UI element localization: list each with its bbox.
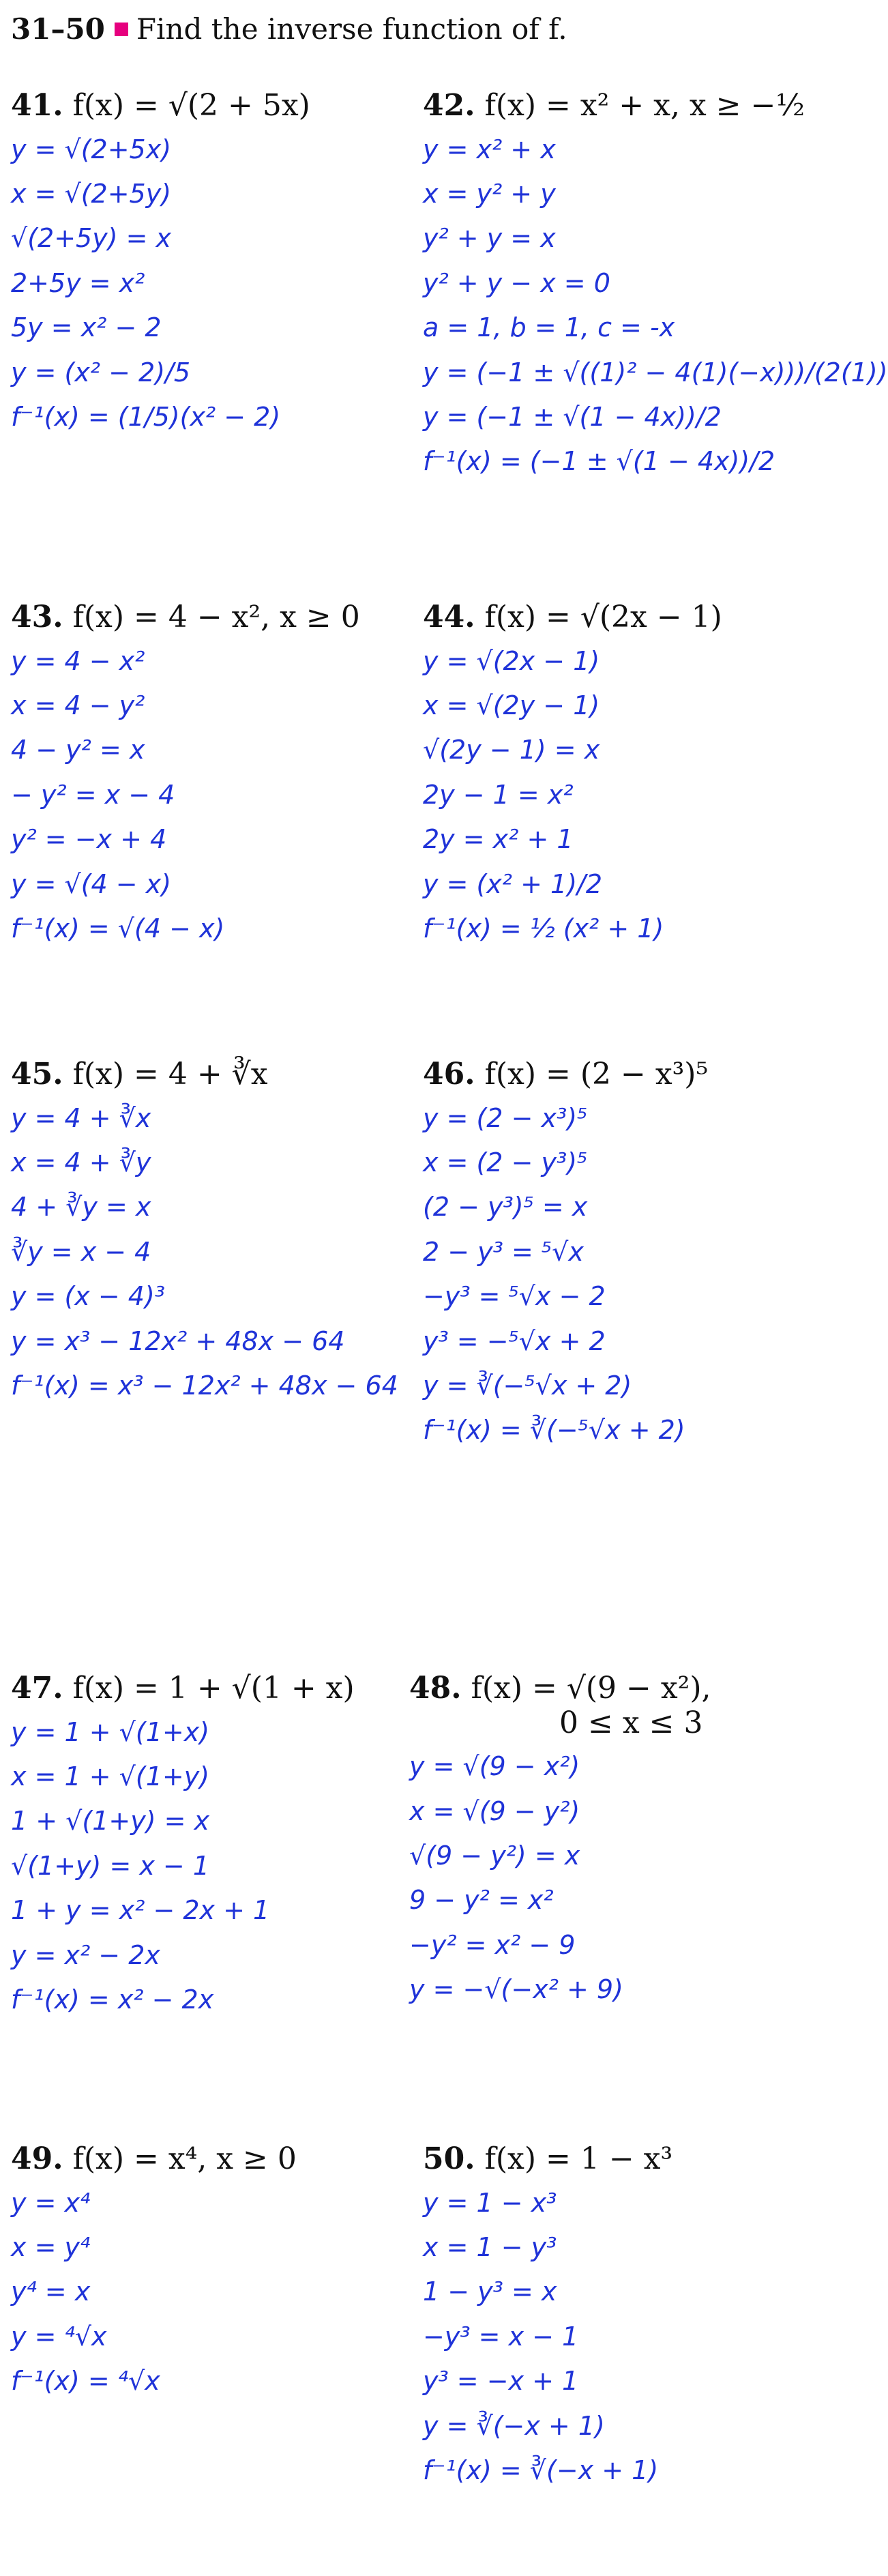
solution-step: 1 + √(1+y) = x bbox=[11, 1806, 210, 1836]
solution-step: y² = −x + 4 bbox=[11, 824, 167, 855]
solution-step: f⁻¹(x) = x² − 2x bbox=[11, 1984, 214, 2015]
function-definition: f(x) = 4 + ∛x bbox=[72, 1057, 268, 1092]
solution-step: y = 1 + √(1+x) bbox=[11, 1716, 210, 1747]
problem-41 bbox=[11, 89, 406, 445]
solution-step: y = √(2x − 1) bbox=[423, 645, 600, 676]
solution-step: f⁻¹(x) = √(4 − x) bbox=[11, 913, 225, 943]
solution-step: y² + y = x bbox=[423, 223, 556, 254]
solution-step: y = x³ − 12x² + 48x − 64 bbox=[11, 1326, 345, 1356]
solution-step: x = √(2y − 1) bbox=[423, 690, 600, 720]
problem-number: 49. bbox=[11, 2141, 63, 2176]
problem-42 bbox=[423, 88, 888, 490]
problem-44 bbox=[423, 600, 818, 956]
solution-step: y = x² − 2x bbox=[11, 1940, 160, 1970]
function-definition: f(x) = x² + x, x ≥ −½ bbox=[484, 88, 805, 123]
function-definition: f(x) = 1 + √(1 + x) bbox=[72, 1671, 355, 1706]
solution-step: 2y = x² + 1 bbox=[423, 824, 574, 855]
domain-restriction: 0 ≤ x ≤ 3 bbox=[559, 1705, 703, 1740]
solution-step: 2y − 1 = x² bbox=[423, 779, 574, 810]
solution-step: x = √(2+5y) bbox=[11, 178, 172, 209]
instruction-text: Find the inverse function of f. bbox=[136, 12, 567, 46]
problem-46 bbox=[423, 1057, 818, 1459]
problem-number: 45. bbox=[11, 1057, 63, 1092]
problem-47 bbox=[11, 1671, 406, 2028]
function-definition: f(x) = 4 − x², x ≥ 0 bbox=[72, 600, 360, 634]
problem-statement bbox=[11, 1671, 406, 1706]
function-definition: f(x) = (2 − x³)⁵ bbox=[484, 1057, 709, 1092]
solution-step: 4 + ∛y = x bbox=[11, 1192, 151, 1223]
problem-43 bbox=[11, 600, 406, 956]
solution-step: − y² = x − 4 bbox=[11, 779, 175, 810]
problem-number: 42. bbox=[423, 88, 475, 123]
solution-steps bbox=[11, 1716, 406, 2017]
function-definition: f(x) = √(2x − 1) bbox=[484, 600, 722, 634]
solution-steps bbox=[409, 1750, 805, 2006]
solution-step: y = √(9 − x²) bbox=[409, 1751, 580, 1782]
solution-step: √(2y − 1) = x bbox=[423, 735, 600, 765]
solution-step: 4 − y² = x bbox=[11, 735, 145, 765]
solution-step: −y³ = ⁵√x − 2 bbox=[423, 1281, 606, 1312]
solution-step: x = 4 − y² bbox=[11, 690, 145, 720]
solution-steps bbox=[423, 2186, 818, 2488]
solution-step: (2 − y³)⁵ = x bbox=[423, 1192, 588, 1223]
problem-number: 48. bbox=[409, 1671, 462, 1706]
solution-step: y = √(2+5x) bbox=[11, 134, 172, 164]
solution-steps bbox=[11, 1102, 406, 1403]
solution-step: y = 4 − x² bbox=[11, 645, 145, 676]
solution-step: y³ = −x + 1 bbox=[423, 2366, 579, 2397]
solution-step: 9 − y² = x² bbox=[409, 1885, 554, 1916]
solution-step: 2+5y = x² bbox=[11, 267, 145, 298]
problem-number: 43. bbox=[11, 600, 63, 634]
problem-statement bbox=[11, 600, 406, 635]
solution-step: f⁻¹(x) = x³ − 12x² + 48x − 64 bbox=[11, 1370, 398, 1401]
function-definition: f(x) = x⁴, x ≥ 0 bbox=[72, 2141, 297, 2176]
problem-statement bbox=[11, 1057, 406, 1092]
solution-step: y = √(4 − x) bbox=[11, 868, 172, 899]
solution-steps bbox=[423, 1102, 818, 1448]
solution-step: y = ∛(−x + 1) bbox=[423, 2410, 605, 2441]
problem-statement bbox=[11, 2142, 406, 2177]
function-definition: f(x) = 1 − x³ bbox=[484, 2141, 673, 2176]
solution-step: y = (−1 ± √((1)² − 4(1)(−x)))/(2(1)) bbox=[423, 357, 888, 387]
solution-step: f⁻¹(x) = ½ (x² + 1) bbox=[423, 913, 664, 943]
solution-step: y = 4 + ∛x bbox=[11, 1102, 151, 1133]
solution-step: x = y⁴ bbox=[11, 2231, 91, 2262]
problem-number: 50. bbox=[423, 2141, 475, 2176]
solution-step: f⁻¹(x) = ∛(−x + 1) bbox=[423, 2455, 659, 2485]
solution-steps bbox=[423, 645, 818, 946]
problem-number: 44. bbox=[423, 600, 475, 634]
solution-step: ∛y = x − 4 bbox=[11, 1236, 151, 1267]
solution-steps bbox=[423, 133, 888, 479]
exercise-range: 31–50 bbox=[11, 12, 105, 46]
solution-step: y² + y − x = 0 bbox=[423, 267, 610, 298]
magenta-square-icon bbox=[115, 23, 128, 36]
solution-step: √(1+y) = x − 1 bbox=[11, 1850, 210, 1881]
solution-step: y = (x² − 2)/5 bbox=[11, 357, 191, 387]
solution-step: y = ⁴√x bbox=[11, 2321, 107, 2352]
problem-number: 46. bbox=[423, 1057, 475, 1092]
problem-statement bbox=[11, 89, 406, 123]
problem-number: 41. bbox=[11, 88, 63, 123]
solution-step: √(2+5y) = x bbox=[11, 223, 172, 254]
solution-step: x = (2 − y³)⁵ bbox=[423, 1147, 588, 1177]
solution-step: 1 − y³ = x bbox=[423, 2277, 557, 2307]
solution-steps bbox=[11, 133, 406, 435]
problem-statement bbox=[423, 2142, 818, 2177]
solution-steps bbox=[11, 645, 406, 946]
solution-step: 1 + y = x² − 2x + 1 bbox=[11, 1895, 270, 1926]
solution-step: √(9 − y²) = x bbox=[409, 1840, 580, 1871]
problem-49 bbox=[11, 2142, 406, 2410]
solution-step: x = 4 + ∛y bbox=[11, 1147, 151, 1177]
problem-statement bbox=[423, 1057, 818, 1092]
solution-step: x = 1 + √(1+y) bbox=[11, 1761, 210, 1791]
solution-step: a = 1, b = 1, c = -x bbox=[423, 312, 675, 343]
problem-50 bbox=[423, 2142, 818, 2498]
solution-step: y = 1 − x³ bbox=[423, 2187, 557, 2218]
function-definition: f(x) = √(2 + 5x) bbox=[72, 88, 310, 123]
problem-45 bbox=[11, 1057, 406, 1414]
solution-step: f⁻¹(x) = ⁴√x bbox=[11, 2366, 160, 2397]
solution-step: −y² = x² − 9 bbox=[409, 1929, 576, 1960]
solution-step: y⁴ = x bbox=[11, 2277, 91, 2307]
problem-48 bbox=[409, 1671, 805, 2018]
problem-statement bbox=[423, 600, 818, 635]
solution-step: y = (x − 4)³ bbox=[11, 1281, 166, 1312]
solution-step: y = (−1 ± √(1 − 4x))/2 bbox=[423, 401, 722, 432]
solution-step: 2 − y³ = ⁵√x bbox=[423, 1236, 584, 1267]
problem-number: 47. bbox=[11, 1671, 63, 1706]
solution-step: f⁻¹(x) = ∛(−⁵√x + 2) bbox=[423, 1415, 685, 1446]
solution-step: x = √(9 − y²) bbox=[409, 1796, 580, 1826]
solution-step: f⁻¹(x) = (1/5)(x² − 2) bbox=[11, 401, 281, 432]
solution-step: y = −√(−x² + 9) bbox=[409, 1974, 623, 2005]
solution-step: −y³ = x − 1 bbox=[423, 2321, 579, 2352]
solution-step: y = x² + x bbox=[423, 134, 556, 164]
section-header bbox=[11, 12, 567, 46]
function-definition: f(x) = √(9 − x²), bbox=[471, 1671, 711, 1706]
solution-step: y³ = −⁵√x + 2 bbox=[423, 1326, 606, 1356]
problem-statement bbox=[423, 89, 818, 123]
solution-steps bbox=[11, 2186, 406, 2399]
solution-step: 5y = x² − 2 bbox=[11, 312, 162, 343]
solution-step: x = y² + y bbox=[423, 178, 556, 209]
solution-step: f⁻¹(x) = (−1 ± √(1 − 4x))/2 bbox=[423, 446, 775, 477]
solution-step: y = (x² + 1)/2 bbox=[423, 868, 603, 899]
solution-step: y = (2 − x³)⁵ bbox=[423, 1102, 588, 1133]
solution-step: x = 1 − y³ bbox=[423, 2231, 557, 2262]
solution-step: y = x⁴ bbox=[11, 2187, 91, 2218]
solution-step: y = ∛(−⁵√x + 2) bbox=[423, 1370, 632, 1401]
problem-statement bbox=[409, 1671, 805, 1740]
